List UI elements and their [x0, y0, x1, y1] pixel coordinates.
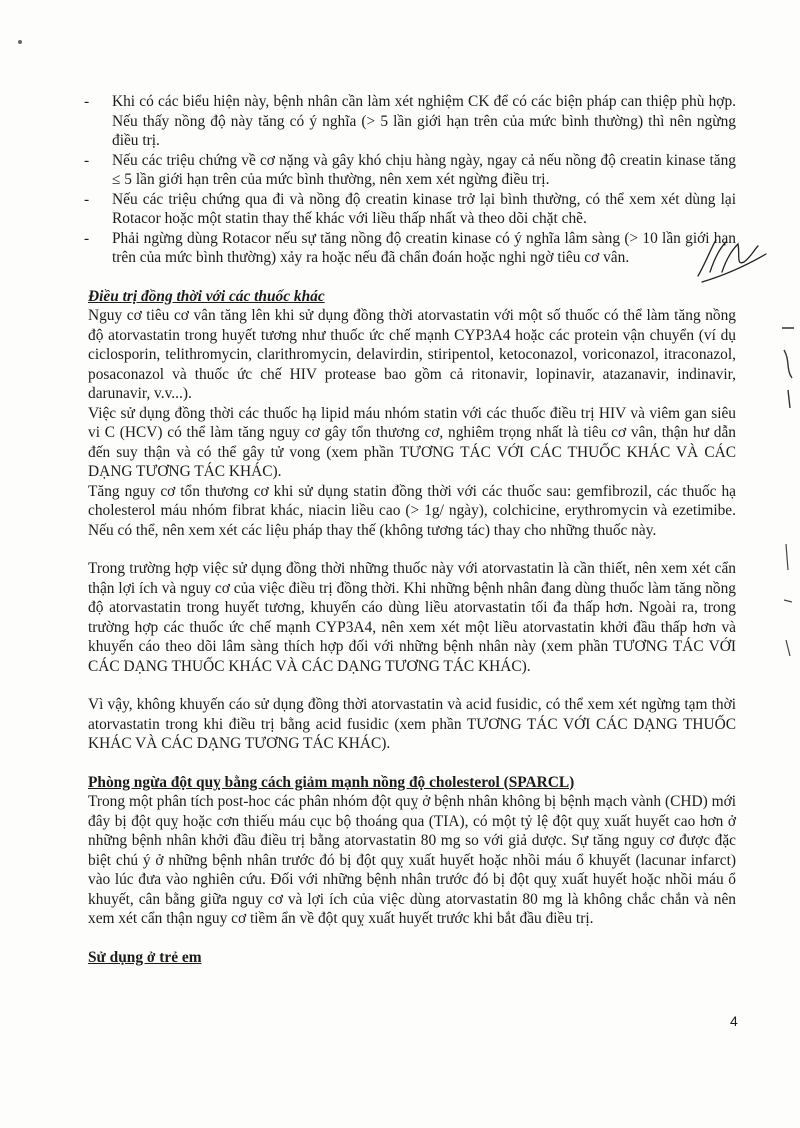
- bullet-text: Khi có các biểu hiện này, bệnh nhân cần làm xét nghiệm CK để có các biện pháp can thiệp phù hợp. Nếu thấy nồng độ này tăng có ý nghĩa (> 5 lần giới hạn trên của mức bình thường) thì nên ngừng điều trị.: [112, 93, 736, 149]
- document-body: [84, 92, 736, 967]
- section-heading-sparcl: Phòng ngừa đột quỵ bằng cách giảm mạnh nồng độ cholesterol (SPARCL): [88, 773, 575, 791]
- bullet-marker: -: [84, 151, 90, 169]
- section-heading-concomitant-drugs: Điều trị đồng thời với các thuốc khác: [88, 287, 325, 305]
- page-number: 4: [730, 1013, 738, 1029]
- bullet-item: [84, 151, 736, 190]
- paragraph: Trong một phân tích post-hoc các phân nhóm đột quỵ ở bệnh nhân không bị bệnh mạch vành (CHD) mới đây bị đột quỵ hoặc cơn thiếu máu cục bộ thoáng qua (TIA), có một tỷ lệ đột quỵ xuất huyết cao hơn ở những bệnh nhân khởi đầu điều trị bằng atorvastatin 80 mg so với giả dược. Sự tăng nguy cơ được đặc biệt chú ý ở những bệnh nhân trước đó bị đột quỵ xuất huyết hoặc nhồi máu ổ khuyết (lacunar infarct) vào lúc đưa vào nghiên cứu. Đối với những bệnh nhân trước đó bị đột quỵ xuất huyết hoặc nhồi máu ổ khuyết, cân bằng giữa nguy cơ và lợi ích của việc dùng atorvastatin 80 mg là không chắc chắn và nên xem xét cẩn thận nguy cơ tiềm ẩn về đột quỵ xuất huyết trước khi bắt đầu điều trị.: [88, 793, 736, 927]
- paragraph: Vì vậy, không khuyến cáo sử dụng đồng thời atorvastatin và acid fusidic, có thể xem xét ngừng tạm thời atorvastatin trong khi điều trị bằng acid fusidic (xem phần TƯƠNG TÁC VỚI CÁC DẠNG THUỐC KHÁC VÀ CÁC DẠNG TƯƠNG TÁC KHÁC).: [88, 696, 736, 752]
- bullet-text: Nếu các triệu chứng về cơ nặng và gây khó chịu hàng ngày, ngay cả nếu nồng độ creatin kinase tăng ≤ 5 lần giới hạn trên của mức bình thường, nên xem xét ngừng điều trị.: [112, 151, 736, 188]
- bullet-text: Nếu các triệu chứng qua đi và nồng độ creatin kinase trở lại bình thường, có thể xem xét dùng lại Rotacor hoặc một statin thay thế khác với liều thấp nhất và theo dõi chặt chẽ.: [112, 190, 736, 227]
- scan-dot: [18, 40, 22, 44]
- paragraph: Nguy cơ tiêu cơ vân tăng lên khi sử dụng đồng thời atorvastatin với một số thuốc có thể làm tăng nồng độ atorvastatin trong huyết tương như thuốc ức chế mạnh CYP3A4 hoặc các protein vận chuyển (ví dụ ciclosporin, telithromycin, clarithromycin, delavirdin, stiripentol, ketoconazol, voriconazol, itraconazol, posaconazol và thuốc ức chế HIV protease bao gồm cả ritonavir, lopinavir, atazanavir, indinavir, darunavir, v.v...).: [88, 307, 736, 402]
- spacer: [88, 540, 736, 559]
- bullet-marker: -: [84, 93, 90, 110]
- spacer: [88, 268, 736, 287]
- bullet-text: Phải ngừng dùng Rotacor nếu sự tăng nồng độ creatin kinase có ý nghĩa lâm sàng (> 10 lần giới hạn trên của mức bình thường) xảy ra hoặc nếu đã chẩn đoán hoặc nghi ngờ tiêu cơ vân.: [112, 229, 736, 266]
- spacer: [88, 676, 736, 695]
- bullet-item: [84, 229, 736, 268]
- paragraph: Tăng nguy cơ tổn thương cơ khi sử dụng statin đồng thời với các thuốc sau: gemfibrozil, các thuốc hạ cholesterol máu nhóm fibrat khác, niacin liều cao (> 1g/ ngày), colchicine, erythromycin và ezetimibe. Nếu có thể, nên xem xét các liệu pháp thay thế (không tương tác) thay cho những thuốc này.: [88, 482, 736, 539]
- bullet-item: [84, 92, 736, 151]
- bullet-item: [84, 190, 736, 229]
- paragraph: Trong trường hợp việc sử dụng đồng thời những thuốc này với atorvastatin là cần thiết, nên xem xét cẩn thận lợi ích và nguy cơ của việc điều trị đồng thời. Khi những bệnh nhân đang dùng thuốc làm tăng nồng độ atorvastatin trong huyết tương, khuyến cáo dùng liều atorvastatin tối đa thấp hơn. Ngoài ra, trong trường hợp các thuốc ức chế mạnh CYP3A4, nên xem xét một liều atorvastatin khởi đầu thấp hơn và khuyến cáo theo dõi lâm sàng thích hợp đối với những bệnh nhân này (xem phần TƯƠNG TÁC VỚI CÁC DẠNG THUỐC KHÁC VÀ CÁC DẠNG TƯƠNG TÁC KHÁC).: [88, 560, 736, 675]
- paragraph: Việc sử dụng đồng thời các thuốc hạ lipid máu nhóm statin với các thuốc điều trị HIV và viêm gan siêu vi C (HCV) có thể làm tăng nguy cơ gây tổn thương cơ, nghiêm trọng nhất là tiêu cơ vân, thận hư dẫn đến suy thận và có thể gây tử vong (xem phần TƯƠNG TÁC VỚI CÁC THUỐC KHÁC VÀ CÁC DẠNG TƯƠNG TÁC KHÁC).: [88, 404, 736, 480]
- spacer: [88, 754, 736, 773]
- edge-scan-mark: [778, 320, 798, 420]
- edge-scan-mark-lower: [778, 540, 798, 660]
- muscle-monitoring-bullet-list: [84, 92, 736, 268]
- spacer: [88, 929, 736, 948]
- bullet-marker: -: [84, 229, 90, 247]
- bullet-marker: -: [84, 190, 90, 208]
- section-heading-pediatric-use: Sử dụng ở trẻ em: [88, 948, 202, 966]
